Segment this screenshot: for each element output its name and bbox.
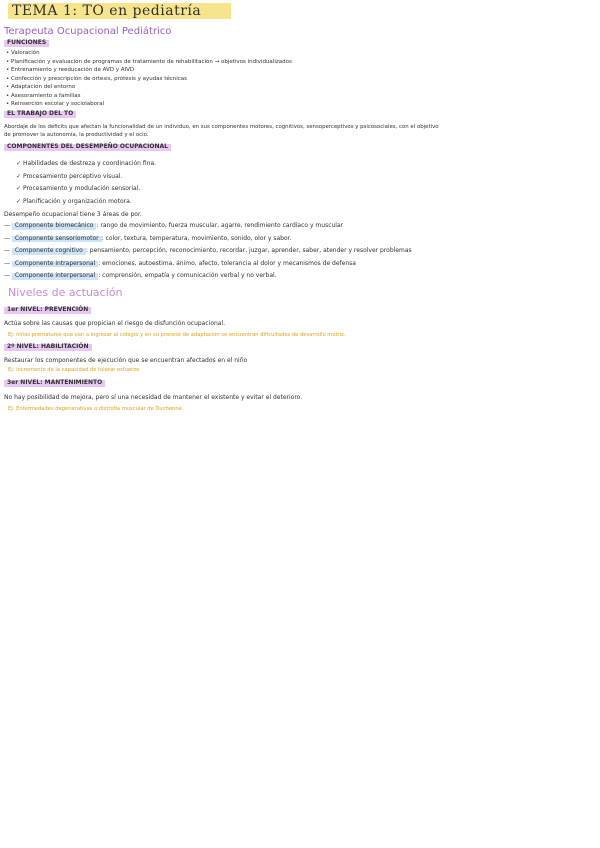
- level-3-label: 3er NIVEL: MANTENIMIENTO: [4, 379, 105, 387]
- component-item: [4, 220, 412, 233]
- list-item: • Reinserción escolar y sociolaboral: [6, 100, 292, 109]
- component-item: [4, 245, 412, 258]
- component-name: Componente sensoriomotor: [12, 236, 102, 243]
- componentes-label: COMPONENTES DEL DESEMPEÑO OCUPACIONAL: [4, 143, 171, 151]
- level-2-example: Ej: incremento de la capacidad de tolerar esfuerzo: [8, 367, 140, 373]
- component-name: Componente interpersonal: [12, 273, 98, 280]
- page-title: [8, 3, 231, 19]
- component-name: Componente cognitivo: [12, 248, 86, 255]
- level-2-text: Restaurar los componentes de ejecución que se encuentran afectados en el niño: [4, 357, 248, 364]
- check-item: ✓ Habilidades de destreza y coordinación fina.: [16, 158, 156, 171]
- list-item: • Entrenamiento y reeducación de AVD y AIVD: [6, 66, 292, 75]
- component-desc: : rango de movimiento, fuerza muscular, agarre, rendimiento cardíaco y muscular: [96, 222, 344, 229]
- list-item: • Valoración: [6, 49, 292, 58]
- component-desc: : emociones, autoestima, ánimo, afecto, tolerancia al dolor y mecanismos de defensa: [98, 259, 356, 267]
- componentes-intro: Desempeño ocupacional tiene 3 áreas de por.: [4, 211, 142, 218]
- component-desc: : comprensión, empatía y comunicación verbal y no verbal.: [98, 272, 277, 279]
- title-highlight: TEMA 1: TO en pediatría: [8, 3, 231, 19]
- list-item: • Confección y prescripción de ortesis, prótesis y ayudas técnicas: [6, 75, 292, 84]
- level-1-example: Ej: niños prematuros que van a ingresar al colegio y en su proceso de adaptación se encuentran dificultades de desarrollo motriz.: [8, 332, 346, 338]
- component-desc: : pensamiento, percepción, reconocimiento, recordar, juzgar, aprender, saber, atender y resolver problemas: [85, 247, 412, 254]
- check-item: ✓ Procesamiento perceptivo visual.: [16, 171, 156, 184]
- check-item: ✓ Planificación y organización motora.: [16, 196, 156, 209]
- list-item: • Adaptación del entorno: [6, 83, 292, 92]
- niveles-title: Niveles de actuación: [8, 286, 123, 299]
- component-item: [4, 258, 412, 271]
- funciones-list: [6, 49, 292, 109]
- level-2-label: 2º NIVEL: HABILITACIÓN: [4, 343, 92, 351]
- level-1-label: 1er NIVEL: PREVENCIÓN: [4, 306, 91, 314]
- check-item: ✓ Procesamiento y modulación sensorial.: [16, 183, 156, 196]
- level-3-text: No hay posibilidad de mejora, pero sí una necesidad de mantener el existente y evitar el deterioro.: [4, 394, 303, 401]
- trabajo-label: EL TRABAJO DEL TO: [4, 110, 76, 118]
- component-item: [4, 233, 412, 246]
- list-item: • Asesoramiento a familias: [6, 92, 292, 101]
- level-3-example: Ej: Enfermedades degenerativas o distrofia muscular de Duchenne.: [8, 406, 184, 412]
- component-name: Componente biomecánico: [12, 223, 97, 230]
- component-item: [4, 270, 412, 283]
- component-desc: : color, textura, temperatura, movimiento, sonido, olor y sabor.: [101, 234, 292, 242]
- funciones-label: FUNCIONES: [4, 39, 49, 47]
- trabajo-text-1: Abordaje de los déficits que afectan la funcionalidad de un individuo, en sus componentes motores, cognitivos, sensoperceptivos y psicosociales, con el objetivo: [4, 124, 439, 130]
- componentes-list: [4, 220, 412, 283]
- page-subtitle: Terapeuta Ocupacional Pediátrico: [4, 26, 172, 37]
- component-name: Componente intrapersonal: [12, 261, 98, 268]
- componentes-checklist: [16, 158, 156, 208]
- list-item: • Planificación y evaluación de programas de tratamiento de rehabilitación → objetivos individualizados: [6, 58, 292, 67]
- trabajo-text-2: de promover la autonomía, la productividad y el ocio.: [4, 132, 149, 138]
- level-1-text: Actúa sobre las causas que propician el riesgo de disfunción ocupacional.: [4, 320, 226, 327]
